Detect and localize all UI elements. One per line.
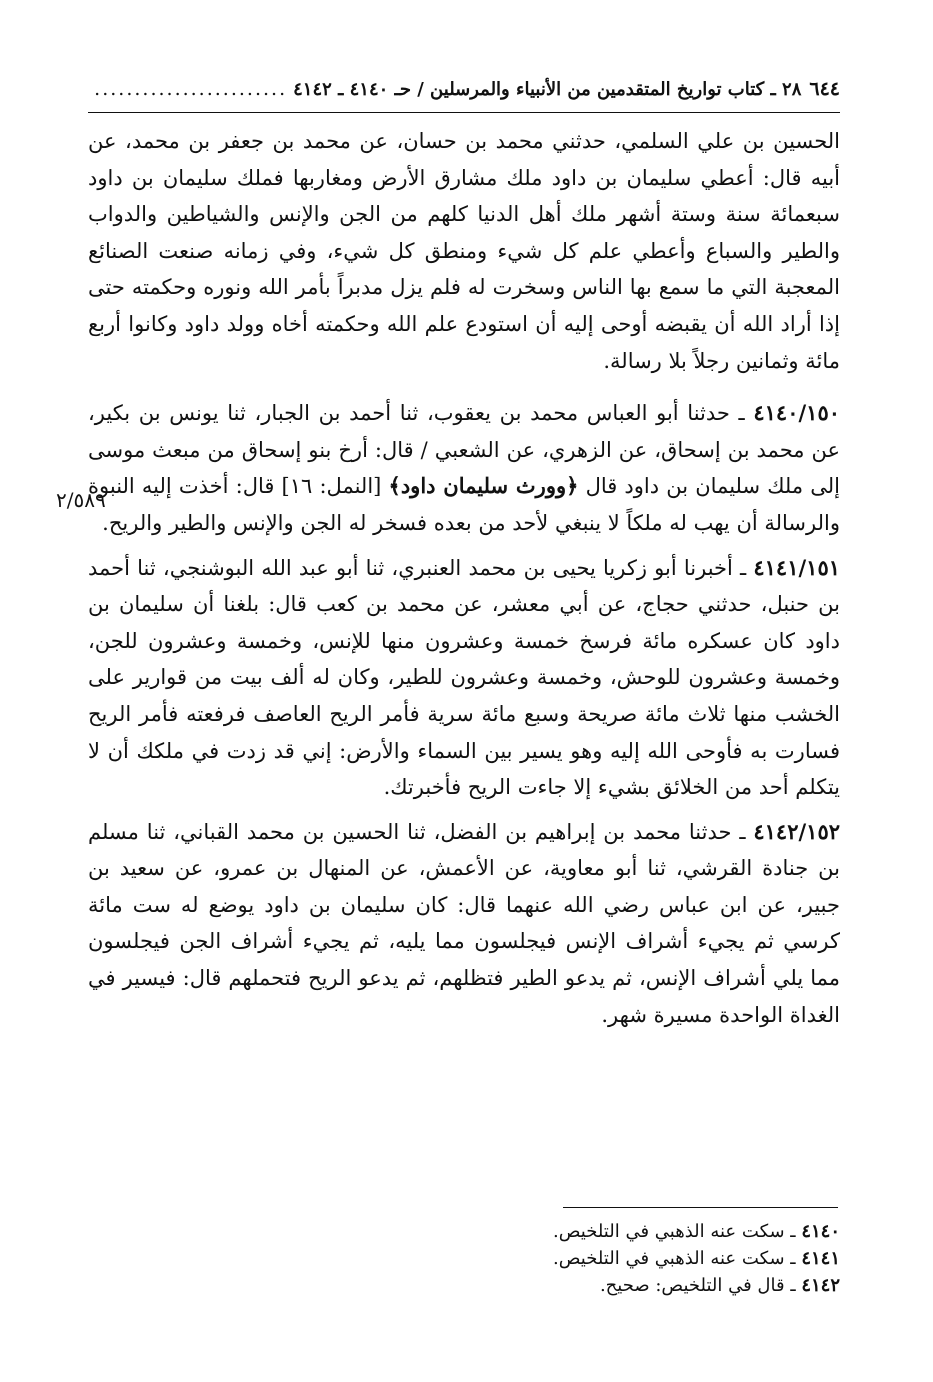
margin-page-reference: ٢/٥٨٩ <box>56 488 106 512</box>
footnote-number: ٤١٤٠ <box>801 1221 840 1242</box>
footnote-number: ٤١٤١ <box>801 1248 840 1269</box>
footnote-text: ـ قال في التلخيص: صحيح. <box>599 1275 796 1296</box>
hadith-number: ٤١٤١/١٥١ <box>753 554 840 580</box>
footnote-item <box>553 1272 840 1299</box>
hadith-4140 <box>88 395 840 541</box>
footnote-text: ـ سكت عنه الذهبي في التلخيص. <box>553 1221 796 1242</box>
hadith-4142 <box>88 814 840 1034</box>
header-leader-dots: ........................ <box>94 78 288 100</box>
book-page <box>88 78 840 1033</box>
footnote-divider <box>563 1207 838 1208</box>
hadith-number: ٤١٤٠/١٥٠ <box>753 400 840 426</box>
hadith-4141 <box>88 550 840 806</box>
hadith-text-continued: [النمل: ١٦] قال: أخذت إليه النبوة والرسالة أن يهب له ملكاً لا ينبغي لأحد من بعده فسخر له الجن والإنس والطير والريح. <box>88 474 840 535</box>
page-number: ٦٤٤ <box>809 78 840 100</box>
footnote-text: ـ سكت عنه الذهبي في التلخيص. <box>553 1248 796 1269</box>
running-header <box>88 78 840 113</box>
hadith-text: ـ حدثنا أبو العباس محمد بن يعقوب، ثنا أحمد بن الجبار، ثنا يونس بن بكير، عن محمد بن إسحاق، عن الزهري، عن الشعبي / قال: أرخ بنو إسحاق من مبعث موسى إلى ملك سليمان بن داود قال <box>88 401 841 499</box>
hadith-number: ٤١٤٢/١٥٢ <box>753 818 840 844</box>
footnotes <box>553 1218 840 1299</box>
footnote-item <box>553 1245 840 1272</box>
hadith-text: ـ أخبرنا أبو زكريا يحيى بن محمد العنبري، ثنا أبو عبد الله البوشنجي، ثنا أحمد بن حنبل، حدثني حجاج، عن أبي معشر، عن محمد بن كعب قال: بلغنا أن سليمان بن داود كان عسكره مائة فرسخ خمسة وعشرون منها للإنس، وخمسة وعشرون للجن، وخمسة وعشرون للوحش، وخمسة وعشرون للطير، وكان له ألف بيت من قوارير على الخشب منها ثلاث مائة صريحة وسبع مائة سرية فأمر الريح العاصف فرفعته فأمر الريح فسارت به فأوحى الله إليه وهو يسير بين السماء والأرض: إني قد زدت في ملكك أن لا يتكلم أحد من الخلائق بشيء إلا جاءت الريح فأخبرتك. <box>88 555 840 800</box>
paragraph-text: الحسين بن علي السلمي، حدثني محمد بن حسان، عن محمد بن جعفر بن محمد، عن أبيه قال: أعطي سليمان بن داود ملك مشارق الأرض ومغاربها فملك سليمان بن داود سبعمائة سنة وستة أشهر ملك أهل الدنيا كلهم من الجن والإنس والشياطين والدواب والطير والسباع وأعطي علم كل شيء ومنطق كل شيء، وفي زمانه صنعت الصنائع المعجبة التي ما سمع بها الناس وسخرت له فلم يزل مدبراً بأمر الله ونوره وحكمته حتى إذا أراد الله أن يقبضه أوحى إليه أن استودع علم الله وحكمته أخاه وولد داود وكانوا أربع مائة وثمانين رجلاً بلا رسالة. <box>88 129 840 373</box>
footnote-item <box>553 1218 840 1245</box>
paragraph-continuation <box>88 123 840 379</box>
hadith-text: ـ حدثنا محمد بن إبراهيم بن الفضل، ثنا الحسين بن محمد القباني، ثنا مسلم بن جنادة القرشي، ثنا أبو معاوية، عن الأعمش، عن المنهال بن عمرو، عن سعيد بن جبير، عن ابن عباس رضي الله عنهما قال: كان سليمان بن داود يوضع له ست مائة كرسي ثم يجيء أشراف الإنس فيجلسون مما يليه، ثم يجيء أشراف الجن فيجلسون مما يلي أشراف الإنس، ثم يدعو الطير فتظلهم، ثم يدعو الريح فتحملهم قال: فيسير في الغداة الواحدة مسيرة شهر. <box>88 819 840 1027</box>
footnote-number: ٤١٤٢ <box>801 1275 840 1296</box>
quran-quote: ﴿وورث سليمان داود﴾ <box>388 473 579 499</box>
header-title: ٢٨ ـ كتاب تواريخ المتقدمين من الأنبياء والمرسلين / حـ ٤١٤٠ ـ ٤١٤٢ <box>293 79 802 100</box>
